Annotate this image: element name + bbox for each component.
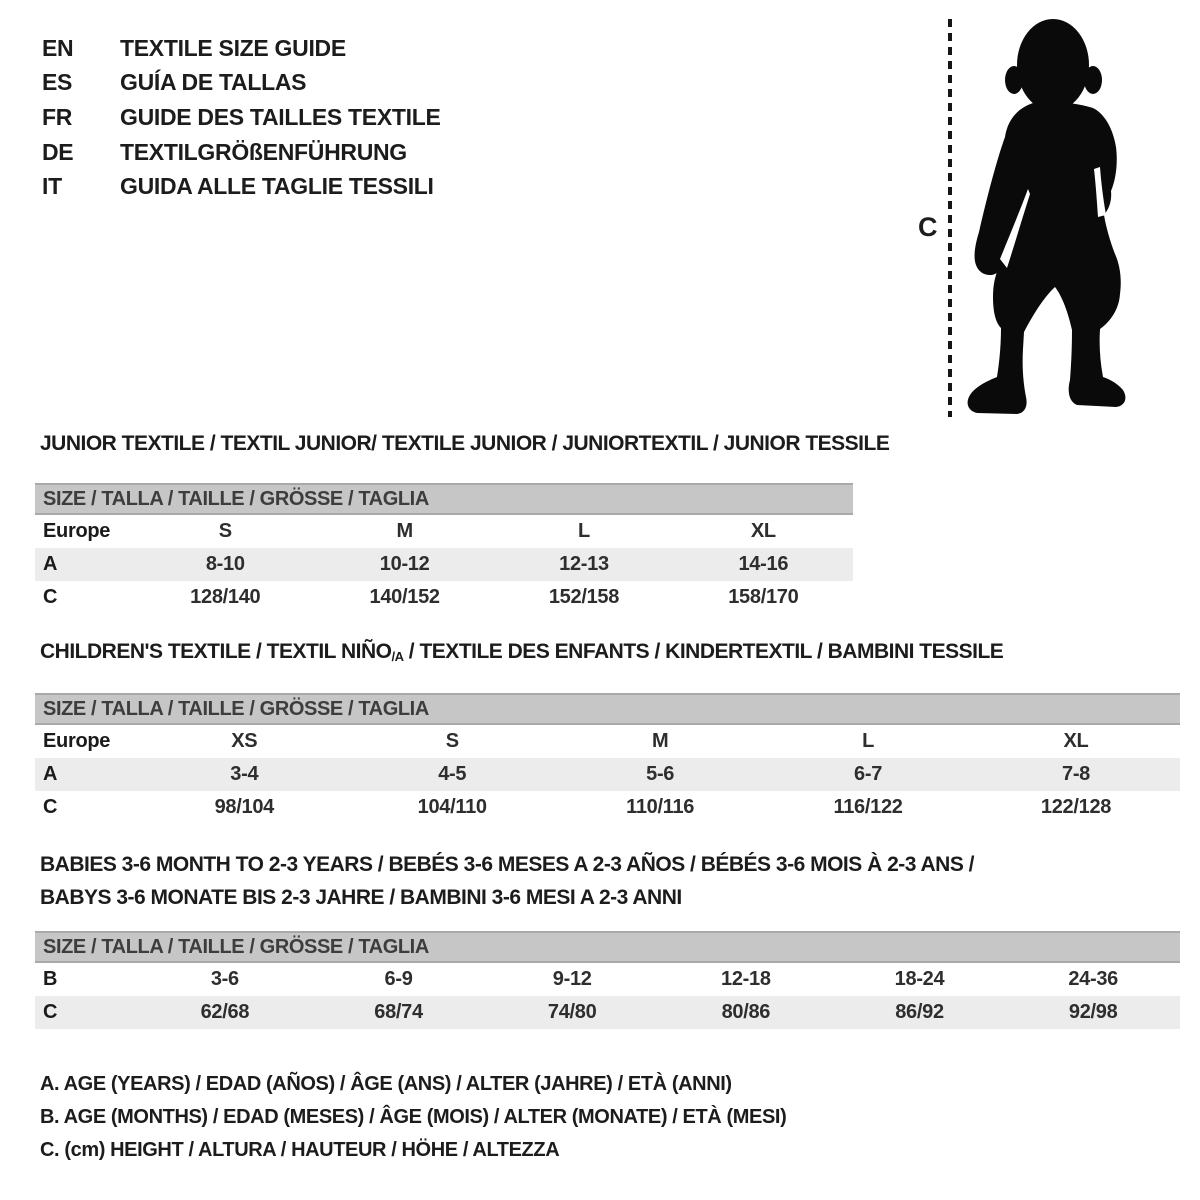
language-row-es <box>42 66 441 101</box>
size-value-cell: L <box>578 520 590 542</box>
size-value-cell: 10-12 <box>379 553 430 575</box>
size-value-cell: 5-6 <box>646 763 675 785</box>
size-value-cell: 8-10 <box>205 553 245 575</box>
language-code: FR <box>42 103 73 130</box>
size-value-cell: 24-36 <box>1068 968 1118 990</box>
children-title-subscript: /A <box>391 649 404 664</box>
language-row-en <box>42 31 441 66</box>
size-table-row <box>35 962 1180 996</box>
language-row-de <box>42 135 441 170</box>
size-value-cell: 116/122 <box>833 796 903 818</box>
size-table-row <box>35 996 1180 1029</box>
size-value-cell: S <box>218 520 232 542</box>
babies-section-title-line1: BABIES 3-6 MONTH TO 2-3 YEARS / BEBÉS 3-6 MESES A 2-3 AÑOS / BÉBÉS 3-6 MOIS À 2-3 ANS / <box>40 853 975 876</box>
language-row-fr <box>42 100 441 135</box>
language-code: ES <box>42 69 73 96</box>
size-value-cell: 110/116 <box>626 796 695 818</box>
guide-title: GUIDA ALLE TAGLIE TESSILI <box>120 173 434 200</box>
babies-size-table <box>35 931 1180 1029</box>
language-row-it <box>42 169 441 204</box>
size-value-cell: 9-12 <box>552 968 592 990</box>
size-value-cell: XS <box>231 730 258 752</box>
size-table-header: SIZE / TALLA / TAILLE / GRÖSSE / TAGLIA <box>35 694 1180 724</box>
size-value-cell: 3-6 <box>210 968 239 990</box>
row-label: B <box>43 968 58 990</box>
section-junior-textile <box>35 432 890 614</box>
size-value-cell: 12-18 <box>721 968 771 990</box>
row-label: C <box>43 796 58 818</box>
size-value-cell: 140/152 <box>369 586 440 608</box>
size-table-row <box>35 724 1180 758</box>
children-title-rest: / TEXTILE DES ENFANTS / KINDERTEXTIL / BAMBINI TESSILE <box>403 640 1004 663</box>
size-value-cell: XL <box>1063 730 1089 752</box>
size-value-cell: 80/86 <box>721 1001 771 1023</box>
size-table-row <box>35 581 853 614</box>
guide-title: GUIDE DES TAILLES TEXTILE <box>120 103 441 130</box>
size-value-cell: 86/92 <box>895 1001 944 1023</box>
row-label: C <box>43 586 58 608</box>
size-value-cell: 92/98 <box>1068 1001 1118 1023</box>
size-value-cell: 74/80 <box>547 1001 597 1023</box>
guide-title: TEXTILE SIZE GUIDE <box>120 34 346 61</box>
legend-height-cm: C. (cm) HEIGHT / ALTURA / HAUTEUR / HÖHE / ALTEZZA <box>40 1139 560 1161</box>
size-value-cell: M <box>396 520 413 542</box>
guide-title: TEXTILGRÖßENFÜHRUNG <box>120 138 407 165</box>
children-size-table <box>35 693 1180 824</box>
size-table-row <box>35 758 1180 791</box>
size-value-cell: 158/170 <box>728 586 799 608</box>
section-babies-textile <box>35 848 1180 1029</box>
height-dashed-line <box>948 19 952 417</box>
size-value-cell: 68/74 <box>374 1001 423 1023</box>
size-value-cell: 62/68 <box>200 1001 250 1023</box>
height-measure-figure <box>903 15 1168 423</box>
size-value-cell: 7-8 <box>1062 763 1091 785</box>
language-title-list <box>42 31 441 204</box>
babies-section-title-line2: BABYS 3-6 MONATE BIS 2-3 JAHRE / BAMBINI 3-6 MESI A 2-3 ANNI <box>40 886 682 909</box>
size-value-cell: 98/104 <box>214 796 274 818</box>
size-table-header: SIZE / TALLA / TAILLE / GRÖSSE / TAGLIA <box>35 484 853 514</box>
size-value-cell: 3-4 <box>230 763 259 785</box>
size-value-cell: S <box>445 730 459 752</box>
junior-section-title: JUNIOR TEXTILE / TEXTIL JUNIOR/ TEXTILE JUNIOR / JUNIORTEXTIL / JUNIOR TESSILE <box>40 432 890 455</box>
size-value-cell: 14-16 <box>738 553 789 575</box>
row-label: Europe <box>43 730 111 752</box>
size-table-row <box>35 514 853 548</box>
language-code: DE <box>42 138 74 165</box>
language-code: EN <box>42 34 74 61</box>
legend-age-years: A. AGE (YEARS) / EDAD (AÑOS) / ÂGE (ANS) / ALTER (JAHRE) / ETÀ (ANNI) <box>40 1073 732 1095</box>
size-value-cell: 18-24 <box>894 968 945 990</box>
language-code: IT <box>42 173 62 200</box>
size-value-cell: 128/140 <box>190 586 261 608</box>
legend-age-months: B. AGE (MONTHS) / EDAD (MESES) / ÂGE (MOIS) / ALTER (MONATE) / ETÀ (MESI) <box>40 1106 787 1128</box>
measure-c-label: C <box>918 212 938 242</box>
size-value-cell: 6-7 <box>854 763 883 785</box>
size-value-cell: 4-5 <box>438 763 467 785</box>
toddler-silhouette-icon <box>967 17 1142 417</box>
size-value-cell: 104/110 <box>417 796 487 818</box>
children-title-main: CHILDREN'S TEXTILE / TEXTIL NIÑO <box>40 640 392 663</box>
section-children-textile <box>35 641 1180 824</box>
measure-legend <box>40 1068 786 1167</box>
size-table-row <box>35 548 853 581</box>
row-label: C <box>43 1001 58 1023</box>
size-value-cell: XL <box>750 520 776 542</box>
size-value-cell: L <box>862 730 875 752</box>
size-value-cell: 152/158 <box>548 586 620 608</box>
row-label: Europe <box>43 520 111 542</box>
size-value-cell: 6-9 <box>384 968 413 990</box>
size-value-cell: 122/128 <box>1040 796 1112 818</box>
size-value-cell: 12-13 <box>559 553 609 575</box>
size-table-header: SIZE / TALLA / TAILLE / GRÖSSE / TAGLIA <box>35 932 1180 962</box>
size-value-cell: M <box>651 730 669 752</box>
row-label: A <box>43 763 58 785</box>
row-label: A <box>43 553 58 575</box>
size-table-row <box>35 791 1180 824</box>
junior-size-table <box>35 483 853 614</box>
guide-title: GUÍA DE TALLAS <box>120 69 307 96</box>
children-section-title <box>40 641 1180 668</box>
